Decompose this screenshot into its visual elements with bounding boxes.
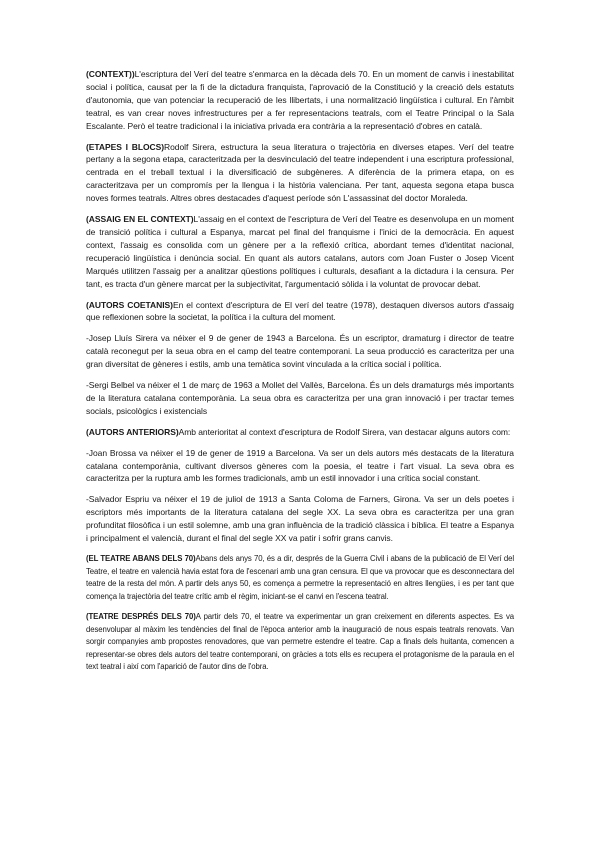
section-heading: (EL TEATRE ABANS DELS 70) [86,554,196,563]
paragraph-teatre-abans [86,553,514,603]
paragraph-context [86,68,514,133]
section-heading: (CONTEXT)) [86,69,135,79]
paragraph-text: -Sergi Belbel va néixer el 1 de març de 1963 a Mollet del Vallès, Barcelona. És un dels dramaturgs més importants de la literatura catalana contemporània. La seua obra es caracteritza per una gran innovació i per tractar temes socials, psicològics i existencials [86,380,514,416]
section-heading: (AUTORS ANTERIORS) [86,426,179,437]
paragraph-text: Amb anterioritat al context d'escriptura de Rodolf Sirera, van destacar alguns autors com: [178,426,511,437]
document-page [86,68,514,682]
paragraph-etapes [86,141,514,206]
section-heading: (ETAPES I BLOCS) [86,141,165,152]
paragraph-brossa [86,447,514,486]
paragraph-espriu [86,493,514,545]
paragraph-text: -Joan Brossa va néixer el 19 de gener de 1919 a Barcelona. Va ser un dels autors més destacats de la literatura catalana contemporània, cultivant diversos gèneres com la poesia, el teatre i l'art visual. La seva obra es caracteritza per la ruptura amb les formes tradicionals, amb un estil innovador i una crítica social constant. [86,447,514,484]
paragraph-text: Rodolf Sirera, estructura la seua literatura o trajectòria en diverses etapes. Verí del teatre pertany a la segona etapa, caracteritzada per la desvinculació del teatre independent i una escriptura professional, centrada en el treball textual i la diversificació de subgèneres. A diferència de la primera etapa, on es caracteritzava per un compromís per la llengua i la història valenciana. Per tant, aquesta segona etapa busca noves formes teatrals. Altres obres destacades d'aquest període són L'assassinat del doctor Moraleda. [86,141,514,204]
paragraph-text: -Josep Lluís Sirera va néixer el 9 de gener de 1943 a Barcelona. És un escriptor, dramaturg i director de teatre català reconegut per la seua obra en el camp del teatre contemporani. La seua producció es caracteritza per una gran diversitat de gèneres i estils, amb una temàtica sovint vinculada a la crítica social i política. [86,333,514,370]
paragraph-autors-coetanis [86,299,514,325]
paragraph-belbel [86,379,514,418]
paragraph-text: Abans dels anys 70, és a dir, després de la Guerra Civil i abans de la publicació de El Verí del Teatre, el teatre en valencià havia estat fora de l'escenari amb una gran censura. El que va provocar que es desconnectara del teatre de la resta del món. A partir dels anys 50, es comença a permetre la representació en altres llengües, i es per tant que comença la trajectòria del teatre crític amb el règim, iniciant-se el canvi en l'escena teatral. [86,554,514,601]
paragraph-sirera [86,332,514,371]
paragraph-text: L'escriptura del Verí del teatre s'enmarca en la dècada dels 70. En un moment de canvis i inestabilitat social i política, causat per la fi de la dictadura franquista, l'aprovació de la Constitució y la creació dels estatuts d'autonomia, que van potenciar la recuperació de les llibertats, i una normalització lingüística i cultural. En l'àmbit teatral, es van crear noves infrestructures per a fer representacions teatrals, com el Teatre Principal o la Sala Escalante. Però el teatre tradicional i la iniciativa privada era contrària a la representació d'obres en català. [86,69,514,131]
paragraph-text: A partir dels 70, el teatre va experimentar un gran creixement en diferents aspectes. Es va desenvolupar al màxim les tendències del final de l'època anterior amb la inauguració de nous espais teatrals renovats. Van sorgir companyies amb propostes renovadores, que van permetre estendre el teatre. Cap a finals dels huitanta, comencen a representar-se obres dels autors del teatre contemporani, on gràcies a tots ells es recupera el protagonisme de la paraula en el text teatral i així com l'aparició de l'autor dins de l'obra. [86,612,514,671]
section-heading: (TEATRE DESPRÉS DELS 70) [86,612,196,621]
paragraph-text: En el context d'escriptura de El verí del teatre (1978), destaquen diversos autors d'assaig que reflexionen sobre la societat, la política i la cultura del moment. [86,299,514,323]
paragraph-assaig [86,213,514,290]
paragraph-autors-anteriors [86,426,514,439]
paragraph-text: L'assaig en el context de l'escriptura de Verí del Teatre es desenvolupa en un moment de transició política i cultural a Espanya, marcat pel final del franquisme i l'inici de la democràcia. En aquest context, l'assaig es consolida com un gènere per a la reflexió crítica, abordant temes d'identitat nacional, recuperació lingüística i denúncia social. En quant als autors catalans, autors com Joan Fuster o Josep Vicent Marqués utilitzen l'assaig per a analitzar qüestions polítiques i culturals, desafiant a la dictadura i la censura. Per tant, es tracta d'un gènere marcat per la subjectivitat, l'argumentació sòlida i la voluntat de provocar debat. [86,214,514,289]
section-heading: (ASSAIG EN EL CONTEXT) [86,214,194,225]
section-heading: (AUTORS COETANIS) [86,299,173,310]
paragraph-text: -Salvador Espriu va néixer el 19 de juliol de 1913 a Santa Coloma de Farners, Girona. Va ser un dels poetes i escriptors més importants de la literatura catalana del segle XX. La seva obra es caracteritza per una gran profunditat filosòfica i un estil solemne, amb una gran influència de la tradició clàssica i bíblica. El teatre a Espanya i principalment el valencià, durant el final del segle XX va patir i sofrir grans canvis. [86,494,514,544]
paragraph-teatre-despres [86,611,514,674]
